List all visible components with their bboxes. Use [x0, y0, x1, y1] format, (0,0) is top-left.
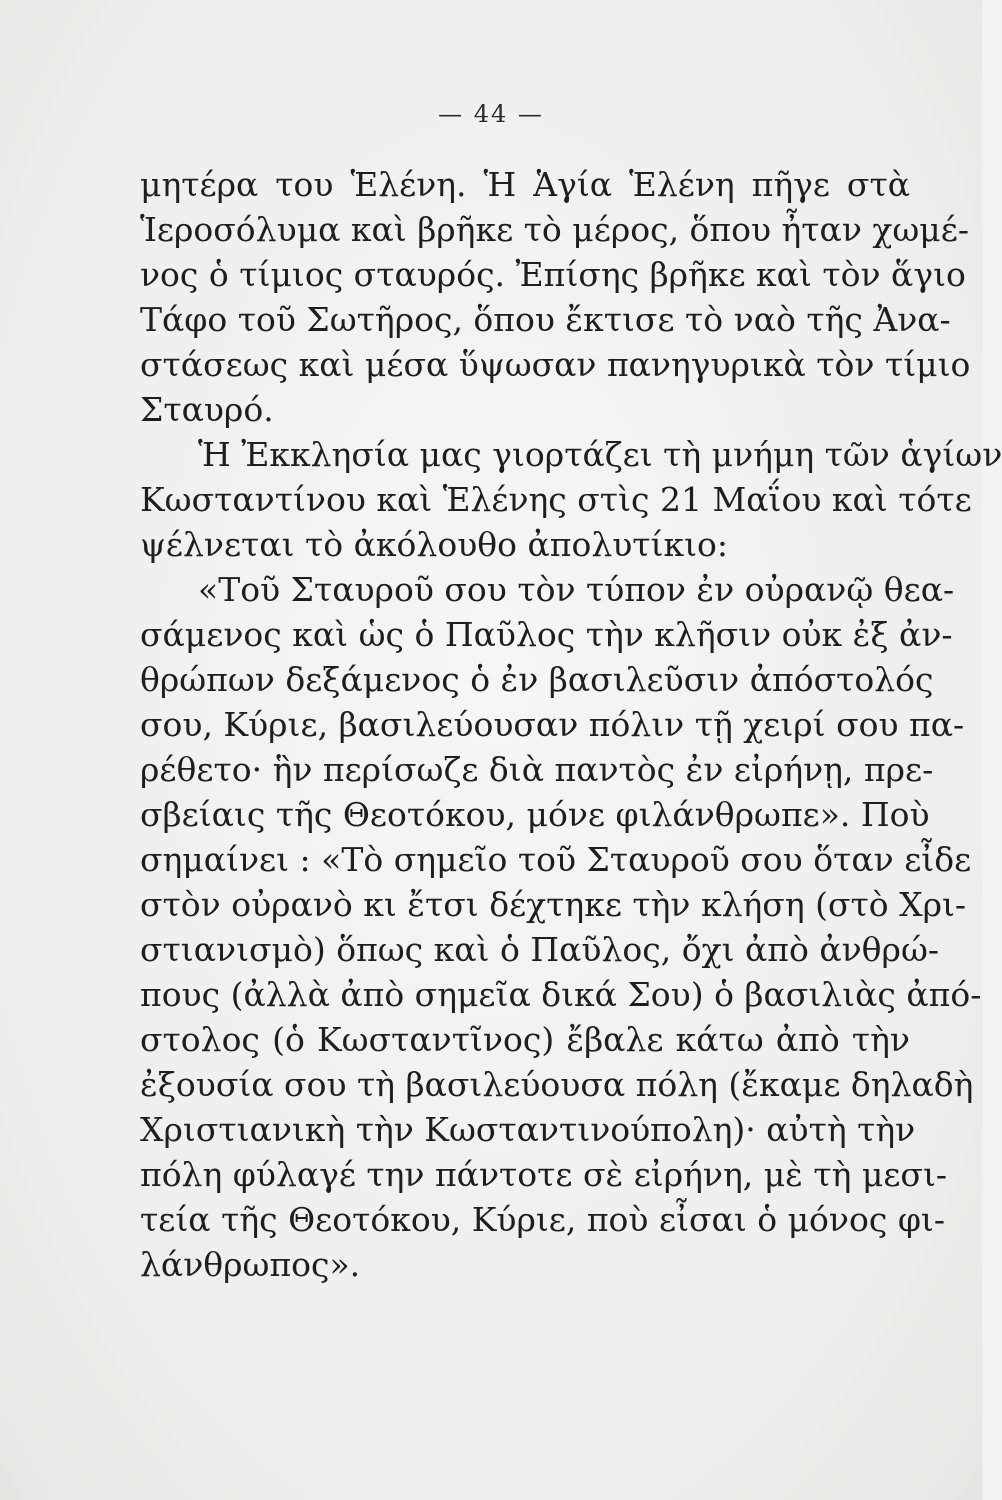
text-line: στάσεως καὶ μέσα ὕψωσαν πανηγυρικὰ τὸν τίμιο: [140, 345, 971, 384]
body-text: [140, 162, 1002, 1287]
text-line: πους (ἀλλὰ ἀπὸ σημεῖα δικά Σου) ὁ βασιλιὰς ἀπό-: [140, 975, 982, 1014]
text-line: Τάφο τοῦ Σωτῆρος, ὅπου ἔκτισε τὸ ναὸ τῆς Ἀνα-: [140, 300, 951, 339]
text-line: στολος (ὁ Κωσταντῖνος) ἔβαλε κάτω ἀπὸ τὴν: [140, 1020, 910, 1059]
text-line: νος ὁ τίμιος σταυρός. Ἐπίσης βρῆκε καὶ τὸν ἅγιο: [140, 255, 966, 294]
page-number: — 44 —: [438, 100, 544, 128]
text-line: σου, Κύριε, βασιλεύουσαν πόλιν τῇ χειρί σου πα-: [140, 705, 965, 744]
text-line: Ἱεροσόλυμα καὶ βρῆκε τὸ μέρος, ὅπου ἦταν χωμέ-: [140, 210, 969, 249]
text-line: θρώπων δεξάμενος ὁ ἐν βασιλεῦσιν ἀπόστολός: [140, 660, 934, 699]
text-line: Ἡ Ἐκκλησία μας γιορτάζει τὴ μνήμη τῶν ἁγίων: [198, 435, 1002, 474]
text-line: «Τοῦ Σταυροῦ σου τὸν τύπον ἐν οὐρανῷ θεα-: [198, 570, 955, 609]
text-line: ψέλνεται τὸ ἀκόλουθο ἀπολυτίκιο:: [140, 525, 729, 564]
text-line: Χριστιανικὴ τὴν Κωσταντινούπολη)· αὐτὴ τὴν: [140, 1110, 916, 1149]
text-line: σημαίνει : «Τὸ σημεῖο τοῦ Σταυροῦ σου ὅταν εἶδε: [140, 840, 972, 879]
text-line: στὸν οὐρανὸ κι ἔτσι δέχτηκε τὴν κλήση (στὸ Χρι-: [140, 885, 967, 924]
text-line: σάμενος καὶ ὡς ὁ Παῦλος τὴν κλῆσιν οὐκ ἐξ ἀν-: [140, 615, 953, 654]
text-line: ἐξουσία σου τὴ βασιλεύουσα πόλη (ἔκαμε δηλαδὴ: [140, 1065, 974, 1104]
text-line: ρέθετο· ἣν περίσωζε διὰ παντὸς ἐν εἰρήνῃ, πρε-: [140, 750, 934, 789]
text-line: λάνθρωπος».: [140, 1245, 361, 1284]
text-line: μητέρα του Ἑλένη. Ἡ Ἁγία Ἑλένη πῆγε στὰ: [140, 165, 910, 204]
text-line: πόλη φύλαγέ την πάντοτε σὲ εἰρήνη, μὲ τὴ μεσι-: [140, 1155, 948, 1194]
text-line: στιανισμὸ) ὅπως καὶ ὁ Παῦλος, ὄχι ἀπὸ ἀνθρώ-: [140, 930, 940, 969]
text-line: Κωσταντίνου καὶ Ἑλένης στὶς 21 Μαΐου καὶ τότε: [140, 480, 972, 519]
text-line: τεία τῆς Θεοτόκου, Κύριε, ποὺ εἶσαι ὁ μόνος φι-: [140, 1200, 946, 1239]
text-line: Σταυρό.: [140, 390, 274, 429]
text-line: σβείαις τῆς Θεοτόκου, μόνε φιλάνθρωπε». Ποὺ: [140, 795, 930, 834]
